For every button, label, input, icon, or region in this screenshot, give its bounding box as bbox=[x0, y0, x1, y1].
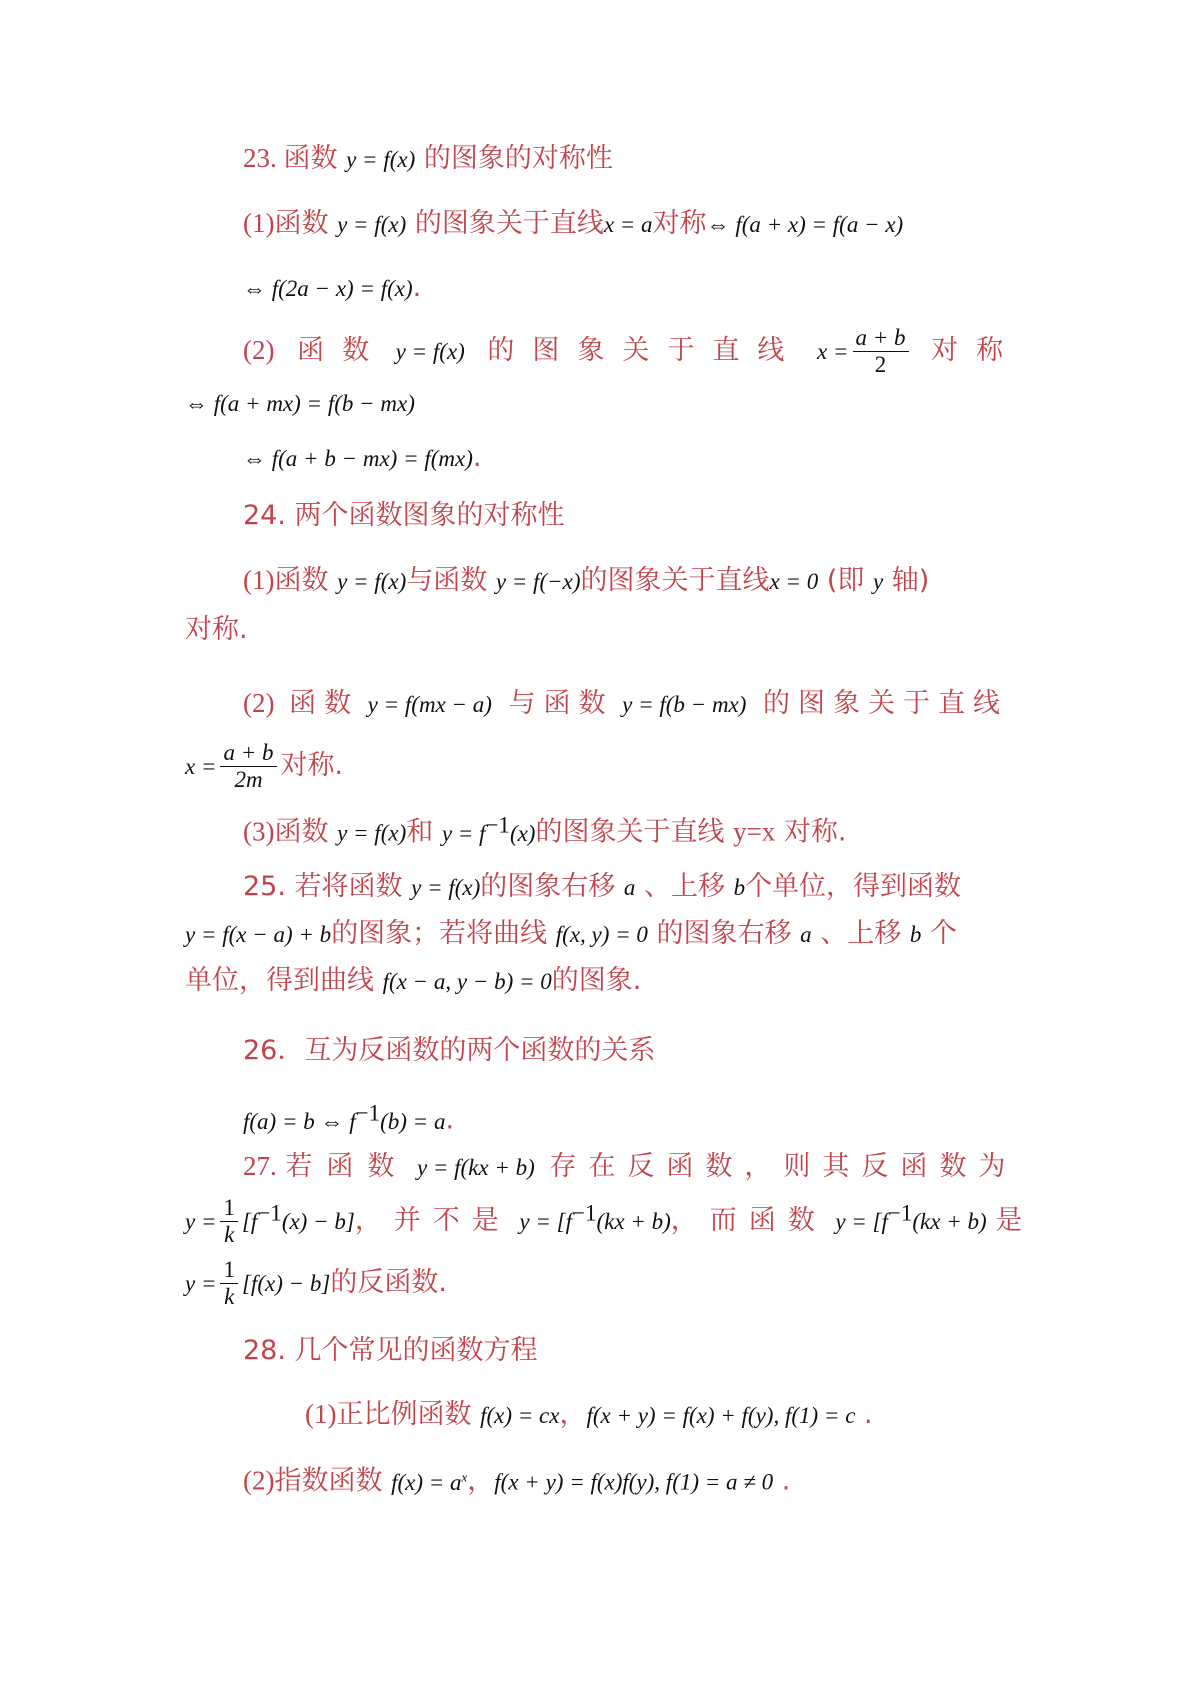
period: . bbox=[864, 1399, 873, 1430]
text: 函数 bbox=[274, 565, 329, 596]
text: (即 bbox=[826, 565, 865, 596]
section-28-item-2 bbox=[243, 1459, 790, 1501]
text: 对称 bbox=[931, 335, 1022, 366]
math-expression: y = f(b − mx) bbox=[622, 692, 747, 717]
math-expression: a bbox=[623, 875, 636, 900]
item-label: (2) bbox=[243, 1465, 275, 1496]
math-expression: y = f(x) bbox=[337, 820, 407, 846]
math-part: [f bbox=[241, 1209, 258, 1234]
text: 对称. bbox=[783, 816, 847, 848]
math-expression: ⇔ f(2a − x) = f(x) bbox=[243, 276, 413, 301]
math-expression: y = f(mx − a) bbox=[367, 692, 492, 717]
section-27-line-3 bbox=[185, 1257, 447, 1310]
math-expression bbox=[241, 1200, 355, 1234]
section-23-number: 23. 函数 bbox=[243, 143, 338, 173]
math-expression: y = f(x) bbox=[337, 569, 407, 594]
math-expression: x = bbox=[817, 339, 849, 364]
fraction bbox=[220, 1257, 238, 1310]
section-23-item-2-line-3 bbox=[243, 440, 481, 477]
math-part: (b) = a bbox=[380, 1108, 446, 1134]
math-expression: x = a bbox=[603, 212, 653, 237]
math-expression bbox=[243, 1100, 446, 1134]
text: 函数 bbox=[289, 688, 360, 719]
text: 对称. bbox=[280, 750, 344, 781]
math-expression bbox=[519, 1200, 671, 1234]
text: 轴) bbox=[891, 565, 930, 596]
text: 个 bbox=[929, 918, 957, 949]
math-part: (x) bbox=[509, 820, 536, 846]
math-expression: y = bbox=[185, 1209, 217, 1234]
math-part: (kx + b) bbox=[912, 1209, 987, 1234]
text: 的图象；若将曲线 bbox=[331, 918, 548, 949]
math-part: y = [f bbox=[519, 1209, 572, 1234]
text: 的图象关于直线 bbox=[414, 208, 604, 239]
math-expression: [f(x) − b] bbox=[241, 1271, 331, 1296]
fraction bbox=[220, 740, 276, 793]
math-expression: y = bbox=[185, 1271, 217, 1296]
text: 的图象右移 bbox=[656, 918, 792, 949]
text: 函数 bbox=[274, 816, 329, 848]
period: . bbox=[781, 1465, 791, 1497]
text: 单位，得到曲线 bbox=[185, 965, 374, 996]
math-expression: y = f(x) bbox=[337, 212, 407, 237]
math-expression: y = f(kx + b) bbox=[416, 1155, 535, 1180]
text: ，并不是 bbox=[354, 1205, 511, 1236]
math-expression: y = f(−x) bbox=[495, 569, 581, 594]
section-23-item-1 bbox=[243, 205, 903, 243]
math-part: f(a) = b ⇔ f bbox=[243, 1108, 356, 1134]
item-label: (2) bbox=[243, 688, 275, 718]
section-24-item-1 bbox=[243, 562, 929, 600]
text: 与函数 bbox=[508, 688, 614, 719]
math-part: (kx + b) bbox=[596, 1209, 671, 1234]
section-24-title-text: 24. 两个函数图象的对称性 bbox=[243, 500, 565, 531]
section-26-title-text: 26．互为反函数的两个函数的关系 bbox=[243, 1035, 656, 1066]
text: 的图象关于直线 bbox=[763, 688, 1009, 719]
fraction bbox=[853, 325, 909, 378]
math-part: f(x) = a bbox=[391, 1469, 462, 1495]
superscript: −1 bbox=[257, 1200, 282, 1226]
text: 的反函数. bbox=[330, 1267, 447, 1298]
fraction-numerator: a + b bbox=[220, 740, 276, 767]
math-expression: y bbox=[872, 569, 884, 594]
fraction-denominator: 2 bbox=[874, 352, 887, 377]
item-label: (3) bbox=[243, 816, 275, 847]
math-expression: ⇔ f(a + b − mx) = f(mx) bbox=[243, 446, 473, 471]
math-expression bbox=[441, 812, 536, 846]
section-28-title-text: 28. 几个常见的函数方程 bbox=[243, 1335, 538, 1366]
text: 的图象关于直线 bbox=[580, 565, 770, 596]
superscript: −1 bbox=[571, 1200, 597, 1226]
text: ，而函数 bbox=[670, 1205, 827, 1236]
fraction-denominator: k bbox=[224, 1222, 235, 1247]
text: 个单位，得到函数 bbox=[745, 871, 962, 902]
text: 对称 bbox=[652, 208, 707, 239]
text: 正比例函数 bbox=[336, 1399, 472, 1430]
text: 与函数 bbox=[406, 565, 488, 596]
section-28-item-1 bbox=[305, 1396, 873, 1434]
math-expression: b bbox=[733, 875, 746, 900]
section-27-line-2 bbox=[185, 1195, 1022, 1248]
math-expression bbox=[391, 1470, 467, 1495]
section-23-item-1-line-2 bbox=[243, 270, 421, 307]
fraction-denominator: 2m bbox=[234, 767, 263, 792]
superscript: −1 bbox=[887, 1200, 913, 1226]
text: 的图象. bbox=[551, 965, 642, 996]
math-expression: ⇔ f(a + mx) = f(b − mx) bbox=[185, 391, 415, 416]
text: 函数 bbox=[297, 335, 388, 366]
section-26-title bbox=[243, 1033, 655, 1069]
superscript: −1 bbox=[355, 1100, 381, 1125]
item-label: (1) bbox=[243, 208, 275, 238]
math-part: y = [f bbox=[835, 1209, 888, 1234]
math-expression: ⇔ f(a + x) = f(a − x) bbox=[706, 212, 904, 237]
fraction-numerator: 1 bbox=[220, 1195, 238, 1222]
math-expression: f(x + y) = f(x)f(y), f(1) = a ≠ 0 bbox=[494, 1469, 774, 1495]
section-24-title bbox=[243, 498, 565, 534]
text: 存在反函数，则其反函数为 bbox=[549, 1151, 1018, 1182]
section-24-item-1-line-2 bbox=[185, 612, 248, 648]
math-expression: a bbox=[800, 922, 812, 947]
fraction-numerator: a + b bbox=[853, 325, 909, 352]
math-expression: x = 0 bbox=[769, 569, 819, 594]
text: 和 bbox=[406, 816, 434, 848]
math-part: (x) − b] bbox=[281, 1209, 355, 1234]
text: 的图象关于直线 bbox=[535, 816, 725, 848]
section-26-formula bbox=[243, 1095, 454, 1140]
text: 的图象右移 bbox=[480, 871, 616, 902]
section-25-title: 25. 若将函数 bbox=[243, 871, 403, 902]
separator: ， bbox=[559, 1399, 587, 1430]
item-label: (1) bbox=[305, 1399, 337, 1429]
math-expression: y = f(x − a) + b bbox=[185, 922, 332, 947]
text: 若函数 bbox=[285, 1151, 409, 1182]
section-28-title bbox=[243, 1333, 538, 1369]
math-expression bbox=[835, 1200, 987, 1234]
section-23-item-2-line-2 bbox=[185, 385, 415, 422]
period: . bbox=[412, 272, 422, 303]
section-23-item-2 bbox=[243, 325, 1021, 378]
fraction-numerator: 1 bbox=[220, 1257, 238, 1284]
text: 对称. bbox=[185, 614, 248, 645]
math-expression: y = f(x) bbox=[346, 147, 416, 172]
text: 是 bbox=[995, 1205, 1023, 1236]
math-expression: f(x, y) = 0 bbox=[555, 922, 648, 947]
text: 、上移 bbox=[643, 871, 725, 902]
section-25-line-2 bbox=[185, 916, 957, 953]
section-23-title bbox=[243, 140, 613, 178]
separator: ， bbox=[467, 1465, 495, 1497]
fraction-denominator: k bbox=[224, 1284, 235, 1309]
text: 、上移 bbox=[820, 918, 902, 949]
section-24-item-2-line-2 bbox=[185, 740, 343, 793]
item-label: (2) bbox=[243, 335, 275, 365]
math-expression: f(x) = cx bbox=[480, 1403, 560, 1428]
superscript: x bbox=[461, 1469, 468, 1484]
math-expression: b bbox=[909, 922, 922, 947]
text: 指数函数 bbox=[274, 1465, 383, 1497]
superscript: −1 bbox=[485, 812, 510, 837]
math-expression: f(x + y) = f(x) + f(y), f(1) = c bbox=[586, 1403, 856, 1428]
math-expression: x = bbox=[185, 754, 217, 779]
period: . bbox=[472, 442, 482, 473]
text: 的图象关于直线 bbox=[487, 335, 803, 366]
text: 函数 bbox=[274, 208, 329, 239]
section-24-item-2 bbox=[243, 685, 1008, 723]
section-25-line-1 bbox=[243, 869, 961, 906]
math-expression: f(x − a, y − b) = 0 bbox=[382, 969, 552, 994]
section-24-item-3 bbox=[243, 807, 846, 852]
math-part: y = f bbox=[441, 820, 486, 846]
fraction bbox=[220, 1195, 238, 1248]
math-expression: y = f(x) bbox=[411, 875, 481, 900]
period: . bbox=[445, 1104, 455, 1136]
section-25-line-3 bbox=[185, 963, 641, 1000]
section-27-number: 27. bbox=[243, 1151, 277, 1181]
section-23-title-text: 的图象的对称性 bbox=[423, 143, 613, 174]
item-label: (1) bbox=[243, 565, 275, 595]
math-expression: y = f(x) bbox=[395, 339, 465, 364]
section-27-line-1 bbox=[243, 1148, 1017, 1186]
text: y=x bbox=[733, 816, 776, 847]
